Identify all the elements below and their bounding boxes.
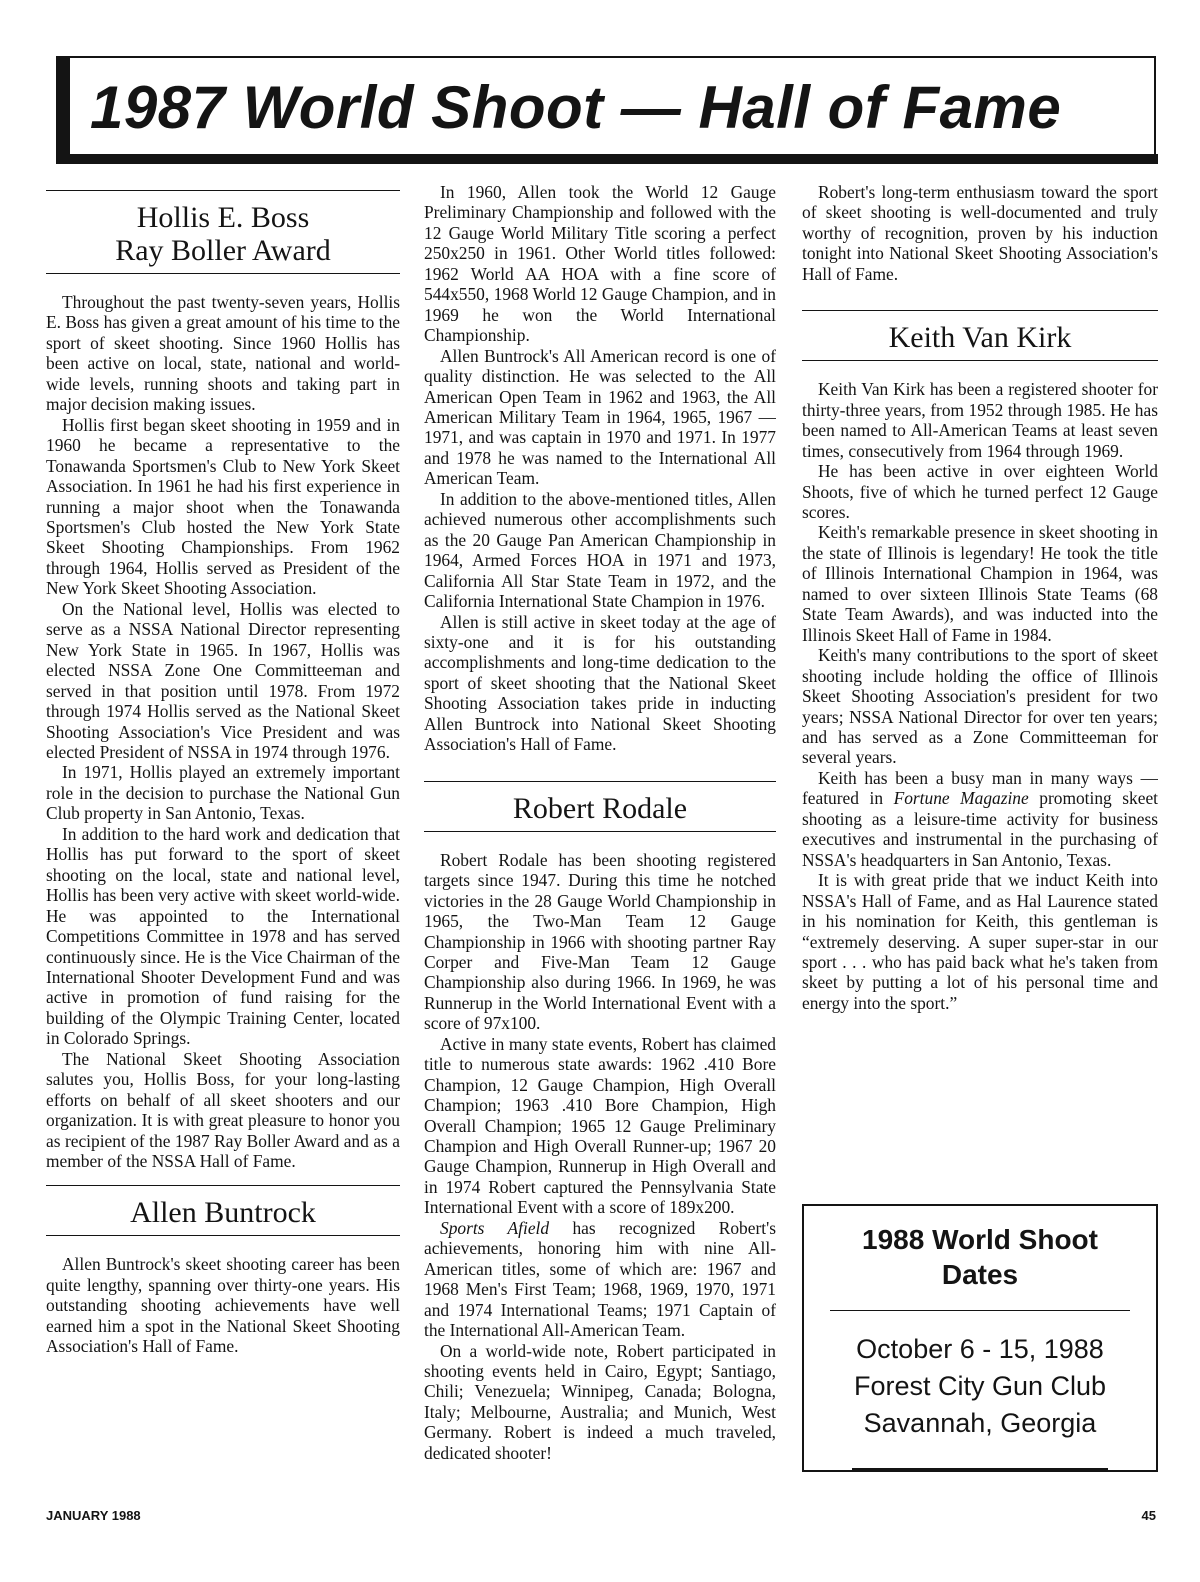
column-1 — [46, 182, 400, 1484]
header-bar-left — [56, 56, 70, 160]
vankirk-paragraph-lead: Keith has been a busy man in many ways — featured in — [802, 767, 1158, 809]
buntrock-paragraph: Allen Buntrock's All American record is one of quality distinction. He was selected to the All American Open Team in 1962 and 1963, the All American Military Team in 1964, 1965, 1967 — 1971, and was captain in 1970 and 1971. In 1977 and 1978 he was named to the International All American Team. — [424, 345, 776, 489]
rodale-paragraph-text: has recognized Robert's achievements, honoring him with nine All-American titles, some of which are: 1967 and 1968 Men's First Team; 1968, 1969, 1970, 1971 and 1974 International Teams; 1971 Captain of the International All-American Team. — [424, 1217, 776, 1341]
dates-title — [804, 1222, 1156, 1292]
footer-issue-date: JANUARY 1988 — [46, 1508, 141, 1523]
dates-box — [802, 1204, 1158, 1472]
column-2 — [424, 182, 776, 1484]
boss-heading — [46, 190, 400, 274]
rodale-paragraph: Active in many state events, Robert has claimed title to numerous state awards: 1962 .410 Bore Champion, 12 Gauge Champion, High Overall Champion; 1963 .410 Bore Champion, High Overall Champion; 1965 12 Gauge Preliminary Champion and High Overall Runner-up; 1967 20 Gauge Champion, Runnerup in High Overall and in 1974 Robert captured the Pennsylvania State International Event with a score of 189x200. — [424, 1033, 776, 1218]
buntrock-paragraph: In addition to the above-mentioned titles, Allen achieved numerous other accomplishments such as the 20 Gauge Pan American Championship in 1964, Armed Forces HOA in 1971 and 1973, California All Star State Team in 1972, and the California International State Champion in 1976. — [424, 488, 776, 612]
buntrock-paragraph: Allen Buntrock's skeet shooting career has been quite lengthy, spanning over thirty-one years. His outstanding shooting achievements have well earned him a spot in the National Skeet Shooting Association's Hall of Fame. — [46, 1254, 400, 1357]
dates-divider — [830, 1310, 1130, 1311]
vankirk-paragraph: He has been active in over eighteen World Shoots, five of which he turned perfect 12 Gauge scores. — [802, 461, 1158, 522]
dates-location: Savannah, Georgia — [863, 1408, 1097, 1438]
boss-paragraph: Throughout the past twenty-seven years, Hollis E. Boss has given a great amount of his time to the sport of skeet shooting. Since 1960 Hollis has been active on local, state, national and world-wide levels, running shoots and taking part in major decision making issues. — [46, 292, 400, 415]
dates-range: October 6 - 15, 1988 — [856, 1334, 1104, 1364]
page-header — [58, 56, 1156, 156]
page-number: 45 — [1141, 1508, 1156, 1523]
vankirk-heading: Keith Van Kirk — [802, 310, 1158, 361]
vankirk-paragraph: Keith's many contributions to the sport of skeet shooting include holding the office of Illinois Skeet Shooting Association's president for two years; NSSA National Director for over ten years; and has served as a Zone Committeeman for several years. — [802, 645, 1158, 768]
vankirk-paragraph: Keith Van Kirk has been a registered shooter for thirty-three years, from 1952 through 1985. He has been named to All-American Teams at least seven times, consecutively from 1964 through 1969. — [802, 379, 1158, 461]
dates-venue: Forest City Gun Club — [853, 1371, 1107, 1401]
boss-heading-name: Hollis E. Boss — [136, 201, 310, 234]
buntrock-paragraph: In 1960, Allen took the World 12 Gauge Preliminary Championship and followed with the 12 Gauge World Military Title scoring a perfect 250x250 in 1961. Other World titles followed: 1962 World AA HOA with a fine score of 544x550, 1968 World 12 Gauge Champion, and in 1969 he won the World International Championship. — [424, 182, 776, 346]
vankirk-paragraph: Keith's remarkable presence in skeet shooting in the state of Illinois is legendary! He took the title of Illinois International Champion in 1964, was named to over sixteen Illinois State Teams (68 State Team Awards), and was inducted into the Illinois Skeet Hall of Fame in 1984. — [802, 522, 1158, 645]
buntrock-paragraph: Allen is still active in skeet today at the age of sixty-one and it is for his outstanding accomplishments and long-time dedication to the sport of skeet shooting that the National Skeet Shooting Association takes pride in inducting Allen Buntrock into National Skeet Shooting Association's Hall of Fame. — [424, 611, 776, 755]
boss-paragraph: In 1971, Hollis played an extremely important role in the decision to purchase the National Gun Club property in San Antonio, Texas. — [46, 762, 400, 824]
header-bar-bottom — [56, 154, 1158, 164]
rodale-paragraph-sports-afield — [424, 1218, 776, 1341]
boss-paragraph: The National Skeet Shooting Association salutes you, Hollis Boss, for your long-lasting efforts on behalf of all skeet shooters and our organization. It is with great pleasure to honor you as recipient of the 1987 Ray Boller Award and as a member of the NSSA Hall of Fame. — [46, 1048, 400, 1172]
rodale-magazine: Sports Afield — [440, 1217, 550, 1238]
rodale-paragraph: Robert's long-term enthusiasm toward the sport of skeet shooting is well-documented and truly worthy of recognition, proven by his induction tonight into National Skeet Shooting Association's Hall of Fame. — [802, 182, 1158, 284]
vankirk-paragraph-text: promoting skeet shooting as a leisure-time activity for business executives and instrumental in the purchasing of NSSA's headquarters in San Antonio, Texas. — [802, 788, 1158, 870]
rodale-heading: Robert Rodale — [424, 781, 776, 832]
buntrock-heading: Allen Buntrock — [46, 1185, 400, 1236]
vankirk-paragraph-fortune — [802, 768, 1158, 870]
boss-paragraph: Hollis first began skeet shooting in 1959 and in 1960 he became a representative to the Tonawanda Sportsmen's Club to New York Skeet Association. In 1961 he had his first experience in running a major shoot when the Tonawanda Sportsmen's Club hosted the New York State Skeet Shooting Championships. From 1962 through 1964, Hollis served as President of the New York Skeet Shooting Association. — [46, 414, 400, 599]
dates-title-line2: Dates — [941, 1259, 1019, 1290]
boss-heading-award: Ray Boller Award — [115, 234, 331, 267]
vankirk-paragraph: It is with great pride that we induct Keith into NSSA's Hall of Fame, and as Hal Laurence stated in his nomination for Keith, this gentleman is “extremely deserving. A super super-star in our sport . . . who has paid back what he's taken from skeet by putting a lot of his personal time and energy into the sport.” — [802, 870, 1158, 1013]
boss-paragraph: On the National level, Hollis was elected to serve as a NSSA National Director representing New York State in 1965. In 1967, Hollis was elected NSSA Zone One Committeeman and served in that position until 1978. From 1972 through 1974 Hollis served as the National Skeet Shooting Association's Vice President and was elected President of NSSA in 1974 through 1976. — [46, 598, 400, 762]
rodale-paragraph: Robert Rodale has been shooting registered targets since 1947. During this time he notched victories in the 28 Gauge World Championship in 1965, the Two-Man Team 12 Gauge Championship in 1966 with shooting partner Ray Corper and Five-Man Team 12 Gauge Championship also during 1966. In 1969, he was Runnerup in the World International Event with a score of 97x100. — [424, 849, 776, 1034]
dates-box-underline — [852, 1468, 1108, 1472]
vankirk-magazine: Fortune Magazine — [893, 788, 1029, 809]
dates-title-line1: 1988 World Shoot — [862, 1224, 1098, 1255]
boss-paragraph: In addition to the hard work and dedication that Hollis has put forward to the sport of skeet shooting on the local, state and national level, Hollis has been very active with skeet world-wide. He was appointed to the International Competitions Committee in 1978 and has served continuously since. He is the Vice Chairman of the International Shooter Development Fund and was active in promotion of fund raising for the building of the Olympic Training Center, located in Colorado Springs. — [46, 823, 400, 1049]
rodale-paragraph: On a world-wide note, Robert participated in shooting events held in Cairo, Egypt; Santiago, Chili; Venezuela; Winnipeg, Canada; Bologna, Italy; Melbourne, Australia; and Munich, West Germany. Robert is indeed a much traveled, dedicated shooter! — [424, 1340, 776, 1463]
page-title: 1987 World Shoot — Hall of Fame — [90, 74, 1062, 141]
